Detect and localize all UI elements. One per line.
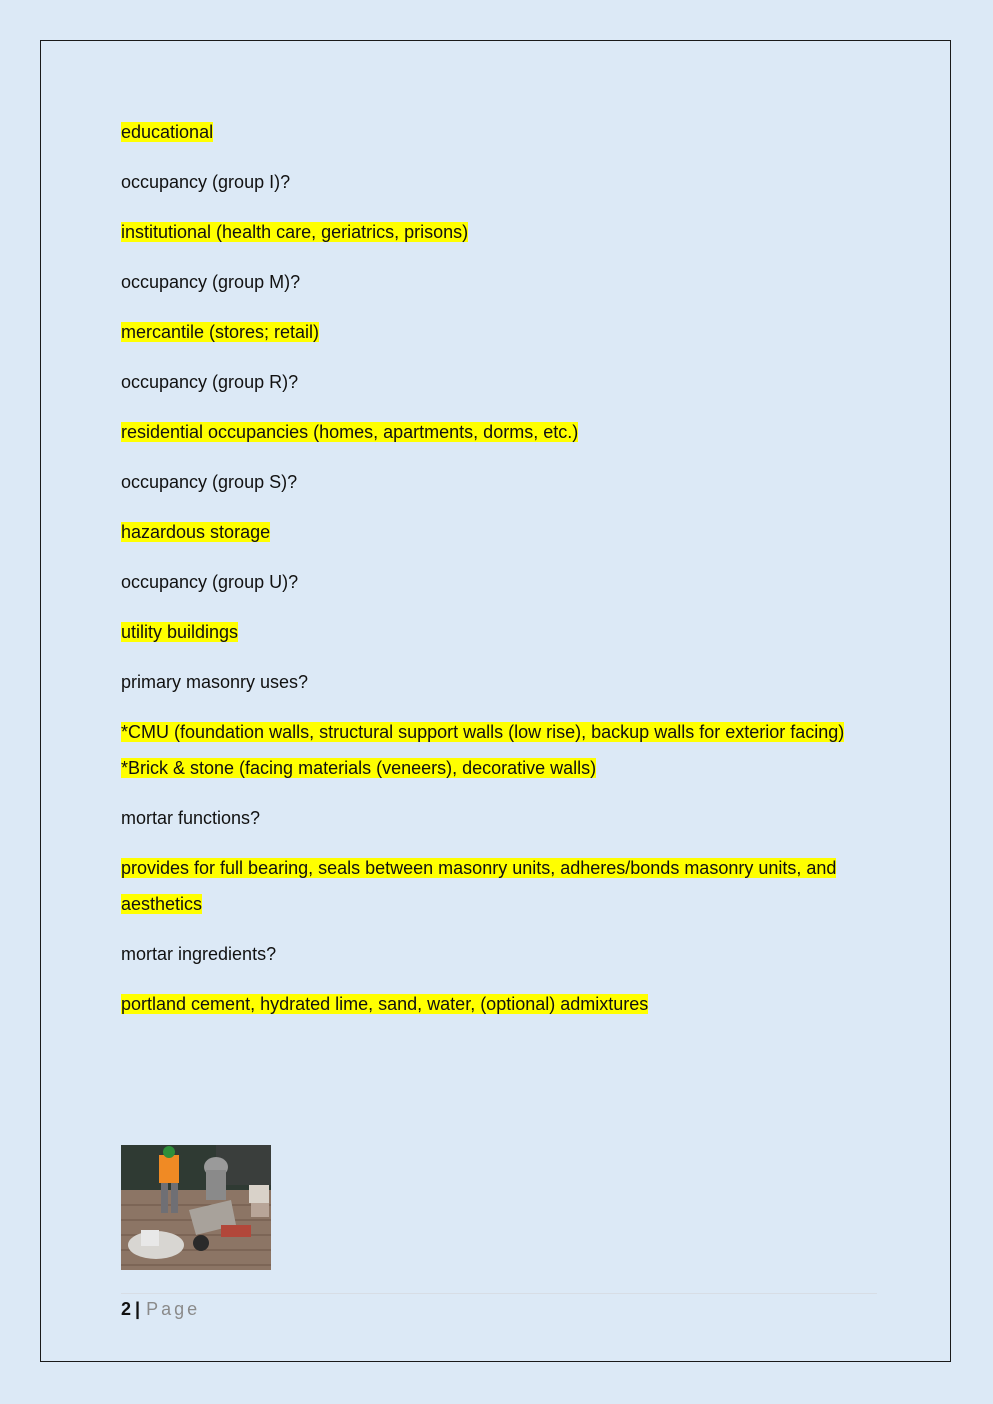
question-text: mortar ingredients? bbox=[121, 944, 277, 964]
footer-divider bbox=[121, 1293, 877, 1294]
highlighted-text: residential occupancies (homes, apartments, dorms, etc.) bbox=[121, 422, 579, 442]
question-line bbox=[121, 807, 861, 829]
cmu-answer-line bbox=[121, 714, 861, 750]
document-page bbox=[40, 40, 951, 1362]
highlighted-text: provides for full bearing, seals between masonry units, adheres/bonds masonry units, and aesthetics bbox=[121, 858, 837, 914]
page-footer bbox=[121, 1299, 200, 1320]
question-text: primary masonry uses? bbox=[121, 672, 309, 692]
question-line bbox=[121, 671, 861, 693]
highlighted-text: *Brick & stone (facing materials (veneers), decorative walls) bbox=[121, 758, 597, 778]
highlighted-text: hazardous storage bbox=[121, 522, 271, 542]
question-text: mortar functions? bbox=[121, 808, 261, 828]
mortar-functions-answer bbox=[121, 850, 861, 922]
answer-line bbox=[121, 993, 861, 1015]
brick-answer-line bbox=[121, 750, 861, 786]
answer-line bbox=[121, 521, 861, 543]
footer-separator: | bbox=[135, 1299, 141, 1319]
question-line bbox=[121, 271, 861, 293]
question-line bbox=[121, 171, 861, 193]
page-number: 2 bbox=[121, 1299, 132, 1319]
highlighted-text: utility buildings bbox=[121, 622, 239, 642]
masonry-uses-answer bbox=[121, 714, 861, 786]
qa-list bbox=[121, 121, 861, 693]
page-content bbox=[121, 121, 861, 1043]
highlighted-text: portland cement, hydrated lime, sand, water, (optional) admixtures bbox=[121, 994, 649, 1014]
question-line bbox=[121, 371, 861, 393]
question-line bbox=[121, 471, 861, 493]
question-text: occupancy (group I)? bbox=[121, 172, 291, 192]
answer-line bbox=[121, 321, 861, 343]
answer-line bbox=[121, 850, 861, 922]
question-text: occupancy (group R)? bbox=[121, 372, 299, 392]
highlighted-text: institutional (health care, geriatrics, prisons) bbox=[121, 222, 469, 242]
highlighted-text: mercantile (stores; retail) bbox=[121, 322, 320, 342]
mortar-mixing-photo bbox=[121, 1145, 271, 1270]
question-text: occupancy (group S)? bbox=[121, 472, 298, 492]
answer-line bbox=[121, 421, 861, 443]
highlighted-text: educational bbox=[121, 122, 214, 142]
answer-line bbox=[121, 621, 861, 643]
answer-line bbox=[121, 221, 861, 243]
highlighted-text: *CMU (foundation walls, structural support walls (low rise), backup walls for exterior facing) bbox=[121, 722, 845, 742]
question-text: occupancy (group U)? bbox=[121, 572, 299, 592]
answer-line bbox=[121, 121, 861, 143]
question-line bbox=[121, 943, 861, 965]
question-line bbox=[121, 571, 861, 593]
page-label: Page bbox=[146, 1299, 201, 1319]
question-text: occupancy (group M)? bbox=[121, 272, 301, 292]
